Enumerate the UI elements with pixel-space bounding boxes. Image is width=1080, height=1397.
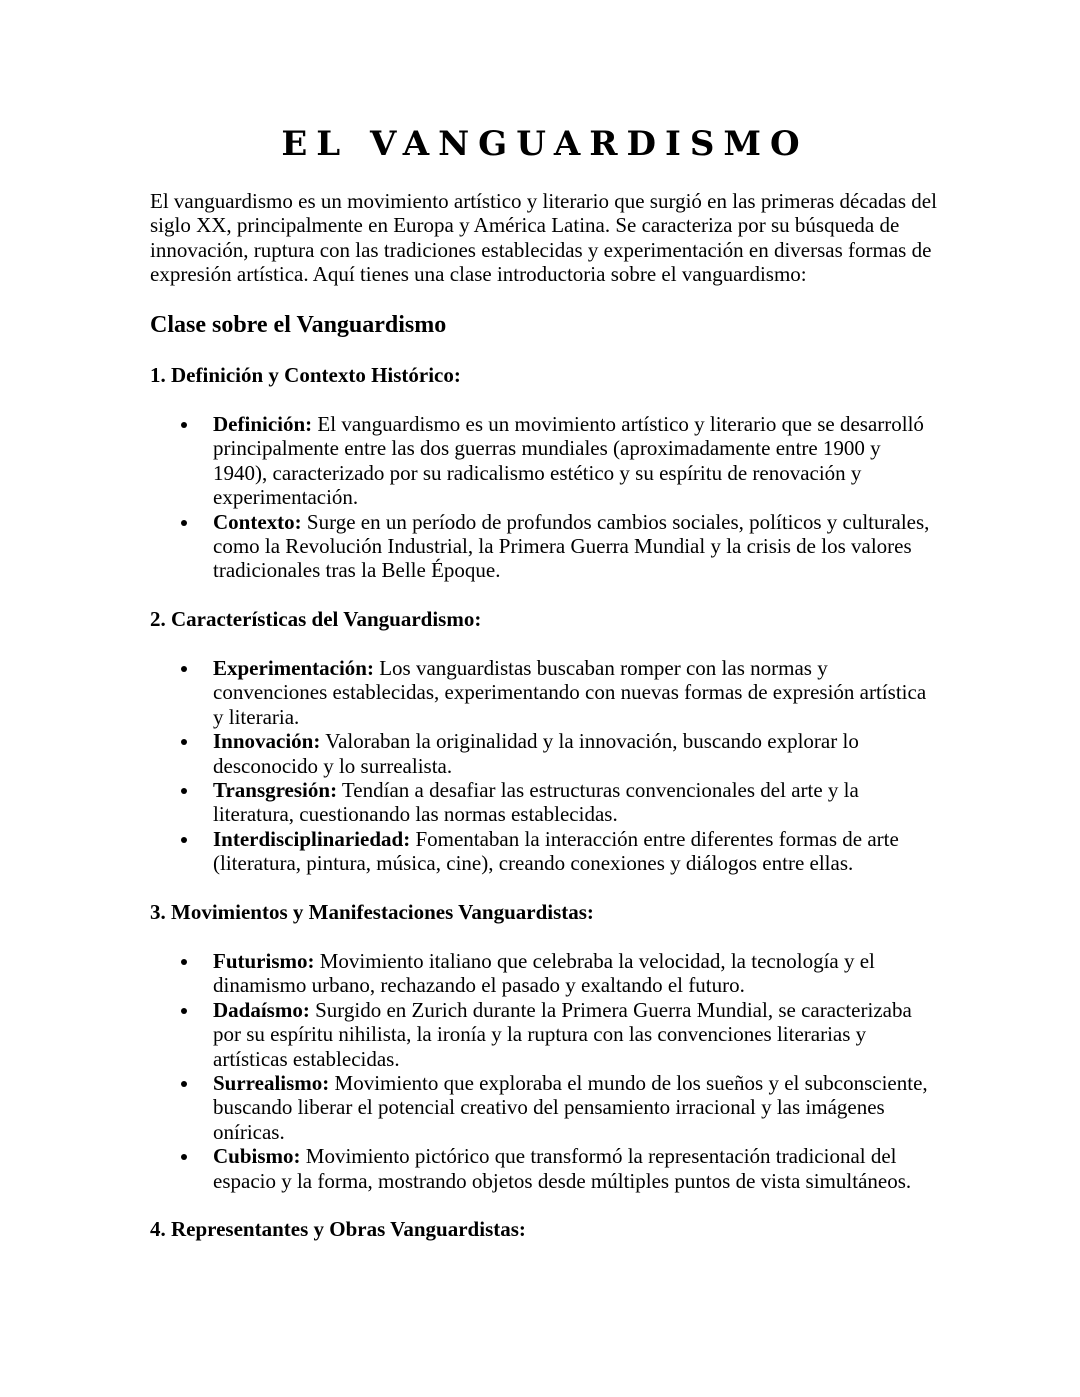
item-term: Dadaísmo: <box>213 997 310 1022</box>
list-item <box>150 1144 940 1193</box>
item-term: Transgresión: <box>213 778 338 803</box>
item-term: Interdisciplinariedad: <box>213 826 411 851</box>
item-text: El vanguardismo es un movimiento artístico y literario que se desarrolló principalmente entre las dos guerras mundiales (aproximadamente entre 1900 y 1940), caracterizado por su radicalismo estético y su espíritu de renovación y experimentación. <box>213 412 924 510</box>
bullet-icon <box>181 788 187 794</box>
item-term: Surrealismo: <box>213 1071 330 1096</box>
list-item <box>150 412 940 510</box>
bullet-icon <box>181 959 187 965</box>
item-term: Definición: <box>213 412 313 436</box>
section-heading: Clase sobre el Vanguardismo <box>150 312 447 338</box>
bullet-icon <box>181 739 187 745</box>
subheading-definicion: 1. Definición y Contexto Histórico: <box>150 363 461 387</box>
item-text: Surge en un período de profundos cambios sociales, políticos y culturales, como la Revolución Industrial, la Primera Guerra Mundial y la crisis de los valores tradicionales tras la Belle Époque. <box>213 509 930 583</box>
item-term: Cubismo: <box>213 1144 301 1169</box>
item-term: Innovación: <box>213 729 321 754</box>
bullet-icon <box>181 837 187 843</box>
subheading-representantes: 4. Representantes y Obras Vanguardistas: <box>150 1217 526 1241</box>
item-text: Tendían a desafiar las estructuras convencionales del arte y la literatura, cuestionando las normas establecidas. <box>213 778 859 827</box>
list-definicion <box>150 412 940 583</box>
list-movimientos <box>150 949 940 1193</box>
subheading-caracteristicas: 2. Características del Vanguardismo: <box>150 607 482 631</box>
item-term: Futurismo: <box>213 949 315 973</box>
bullet-icon <box>181 1154 187 1160</box>
list-item <box>150 949 940 998</box>
item-text: Movimiento pictórico que transformó la representación tradicional del espacio y la forma, mostrando objetos desde múltiples puntos de vista simultáneos. <box>213 1144 912 1193</box>
item-term: Contexto: <box>213 509 302 534</box>
bullet-icon <box>181 520 187 526</box>
list-item <box>150 827 940 876</box>
list-caracteristicas <box>150 656 940 876</box>
bullet-icon <box>181 422 187 428</box>
item-text: Surgido en Zurich durante la Primera Guerra Mundial, se caracterizaba por su espíritu nihilista, la ironía y la ruptura con las convenciones literarias y artísticas establecidas. <box>213 997 912 1071</box>
intro-paragraph: El vanguardismo es un movimiento artístico y literario que surgió en las primeras décadas del siglo XX, principalmente en Europa y América Latina. Se caracteriza por su búsqueda de innovación, ruptura con las tradiciones establecidas y experimentación en diversas formas de expresión artística. Aquí tienes una clase introductoria sobre el vanguardismo: <box>150 189 937 287</box>
list-item <box>150 778 940 827</box>
subheading-movimientos: 3. Movimientos y Manifestaciones Vanguardistas: <box>150 900 594 924</box>
item-text: Movimiento italiano que celebraba la velocidad, la tecnología y el dinamismo urbano, rechazando el pasado y exaltando el futuro. <box>213 949 875 998</box>
document-title: EL VANGUARDISMO <box>281 124 809 164</box>
item-text: Valoraban la originalidad y la innovación, buscando explorar lo desconocido y lo surrealista. <box>213 729 859 778</box>
bullet-icon <box>181 1008 187 1014</box>
item-text: Fomentaban la interacción entre diferentes formas de arte (literatura, pintura, música, cine), creando conexiones y diálogos entre ellas. <box>213 826 899 876</box>
item-text: Movimiento que exploraba el mundo de los sueños y el subconsciente, buscando liberar el potencial creativo del pensamiento irracional y las imágenes oníricas. <box>213 1071 928 1144</box>
bullet-icon <box>181 1081 187 1087</box>
list-item <box>150 656 940 729</box>
list-item <box>150 1071 940 1144</box>
list-item <box>150 998 940 1071</box>
list-item <box>150 510 940 583</box>
item-text: Los vanguardistas buscaban romper con las normas y convenciones establecidas, experimentando con nuevas formas de expresión artística y literaria. <box>213 656 927 729</box>
item-term: Experimentación: <box>213 656 374 680</box>
list-item <box>150 729 940 778</box>
bullet-icon <box>181 666 187 672</box>
